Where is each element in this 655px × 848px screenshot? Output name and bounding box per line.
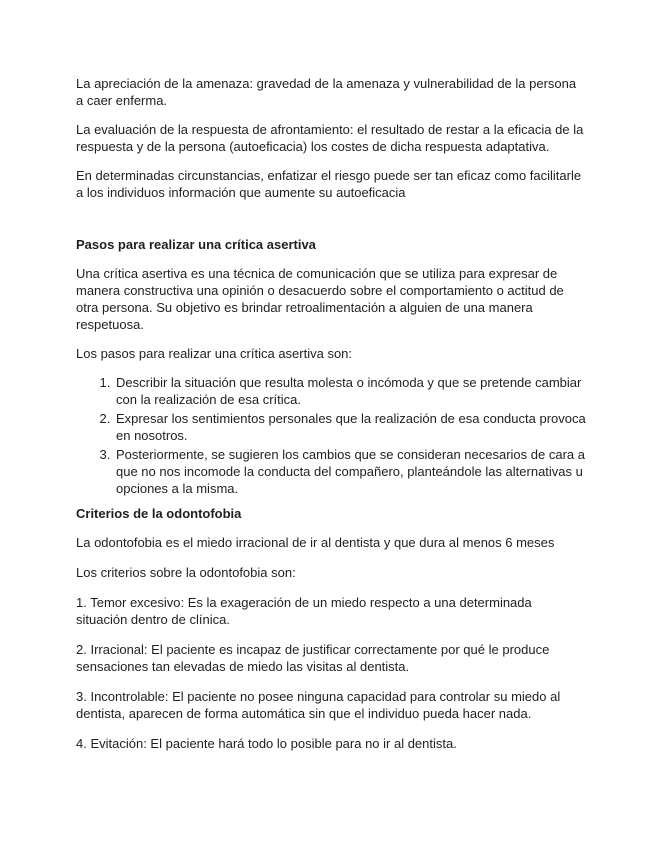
critica-steps-intro: Los pasos para realizar una crítica asertiva son: (76, 346, 353, 361)
intro-paragraph-1: La apreciación de la amenaza: gravedad de la amenaza y vulnerabilidad de la persona a caer enferma. (76, 76, 577, 108)
critica-definition-paragraph: Una crítica asertiva es una técnica de comunicación que se utiliza para expresar de manera constructiva una opinión o desacuerdo sobre el comportamiento o actitud de otra persona. Su objetivo es brindar retroalimentación a alguien de una manera respetuosa. (76, 266, 564, 332)
criterion-paragraph-1: 1. Temor excesivo: Es la exageración de un miedo respecto a una determinada situación dentro de clínica. (76, 595, 532, 627)
critica-steps-list (76, 374, 586, 497)
odontofobia-criteria-intro: Los criterios sobre la odontofobia son: (76, 565, 296, 580)
list-item: 3. Posteriormente, se sugieren los cambios que se consideran necesarios de cara a que no nos incomode la conducta del compañero, planteándole las alternativas u opciones a la misma. (114, 446, 586, 497)
section-heading-critica-asertiva: Pasos para realizar una crítica asertiva (76, 237, 316, 252)
document-page (76, 75, 586, 765)
odontofobia-definition-paragraph: La odontofobia es el miedo irracional de ir al dentista y que dura al menos 6 meses (76, 535, 555, 550)
list-item: 2. Expresar los sentimientos personales que la realización de esa conducta provoca en nosotros. (114, 410, 586, 444)
intro-paragraph-2: La evaluación de la respuesta de afrontamiento: el resultado de restar a la eficacia de la respuesta y de la persona (autoeficacia) los costes de dicha respuesta adaptativa. (76, 122, 584, 154)
section-heading-odontofobia: Criterios de la odontofobia (76, 506, 242, 521)
intro-paragraph-3: En determinadas circunstancias, enfatizar el riesgo puede ser tan eficaz como facilitarle a los individuos información que aumente su autoeficacia (76, 168, 582, 200)
criterion-paragraph-3: 3. Incontrolable: El paciente no posee ninguna capacidad para controlar su miedo al dentista, aparecen de forma automática sin que el individuo pueda hacer nada. (76, 689, 561, 721)
criterion-paragraph-2: 2. Irracional: El paciente es incapaz de justificar correctamente por qué le produce sensaciones tan elevadas de miedo las visitas al dentista. (76, 642, 550, 674)
criterion-paragraph-4: 4. Evitación: El paciente hará todo lo posible para no ir al dentista. (76, 736, 457, 751)
list-item: 1. Describir la situación que resulta molesta o incómoda y que se pretende cambiar con la realización de esa crítica. (114, 374, 586, 408)
